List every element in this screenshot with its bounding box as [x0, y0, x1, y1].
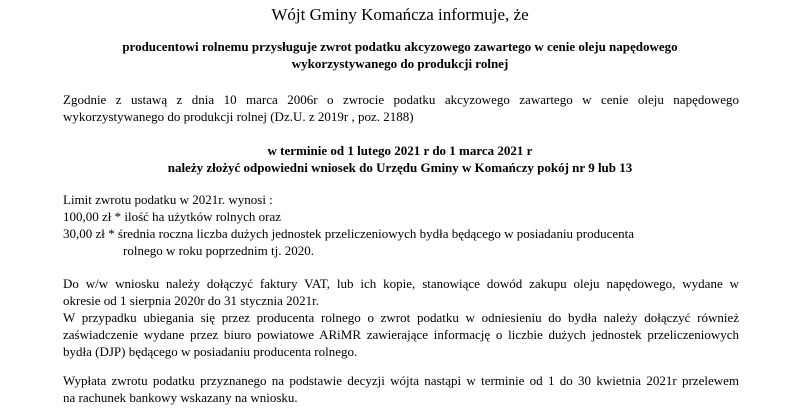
subtitle-line-2: wykorzystywanego do produkcji rolnej: [291, 56, 509, 71]
attachments-line-1: Do w/w wniosku należy dołączyć faktury VAT, lub ich kopie, stanowiące dowód zakupu oleju napędowego, wydane w: [63, 276, 739, 291]
limit-item-2-line-1: 30,00 zł * średnia roczna liczba dużych jednostek przeliczeniowych bydła będącego w posiadaniu producenta: [63, 226, 635, 241]
document-title: Wójt Gminy Komańcza informuje, że: [271, 5, 529, 24]
attachments-line-3: W przypadku ubiegania się przez producenta rolnego o zwrot podatku w odniesieniu do bydła należy dołączyć również: [63, 310, 739, 325]
attachments-line-4: zaświadczenie wydane przez biuro powiatowe ARiMR zawierające informację o liczbie dużych jednostek przeliczeniowych: [63, 327, 739, 342]
limit-heading: Limit zwrotu podatku w 2021r. wynosi :: [63, 192, 273, 207]
attachments-line-2: okresie od 1 sierpnia 2020r do 31 stycznia 2021r.: [63, 293, 319, 308]
payment-line-1: Wypłata zwrotu podatku przyznanego na podstawie decyzji wójta nastąpi w terminie od 1 do 30 kwietnia 2021r przelewem: [63, 373, 739, 388]
limit-item-1: 100,00 zł * ilość ha użytków rolnych oraz: [63, 209, 282, 224]
intro-line-2: wykorzystywanego do produkcji rolnej (Dz.U. z 2019r , poz. 2188): [63, 109, 414, 124]
attachments-line-5: bydła (DJP) będącego w posiadaniu producenta rolnego.: [63, 344, 358, 359]
deadline-line-1: w terminie od 1 lutego 2021 r do 1 marca 2021 r: [267, 143, 533, 158]
subtitle-line-1: producentowi rolnemu przysługuje zwrot podatku akcyzowego zawartego w cenie oleju napędowego: [122, 39, 678, 54]
payment-line-2: na rachunek bankowy wskazany na wniosku.: [63, 390, 298, 405]
limit-item-2-line-2: rolnego w roku poprzednim tj. 2020.: [123, 243, 314, 258]
deadline-line-2: należy złożyć odpowiedni wniosek do Urzędu Gminy w Komańczy pokój nr 9 lub 13: [167, 160, 633, 175]
intro-line-1: Zgodnie z ustawą z dnia 10 marca 2006r o zwrocie podatku akcyzowego zawartego w cenie oleju napędowego: [63, 92, 739, 107]
